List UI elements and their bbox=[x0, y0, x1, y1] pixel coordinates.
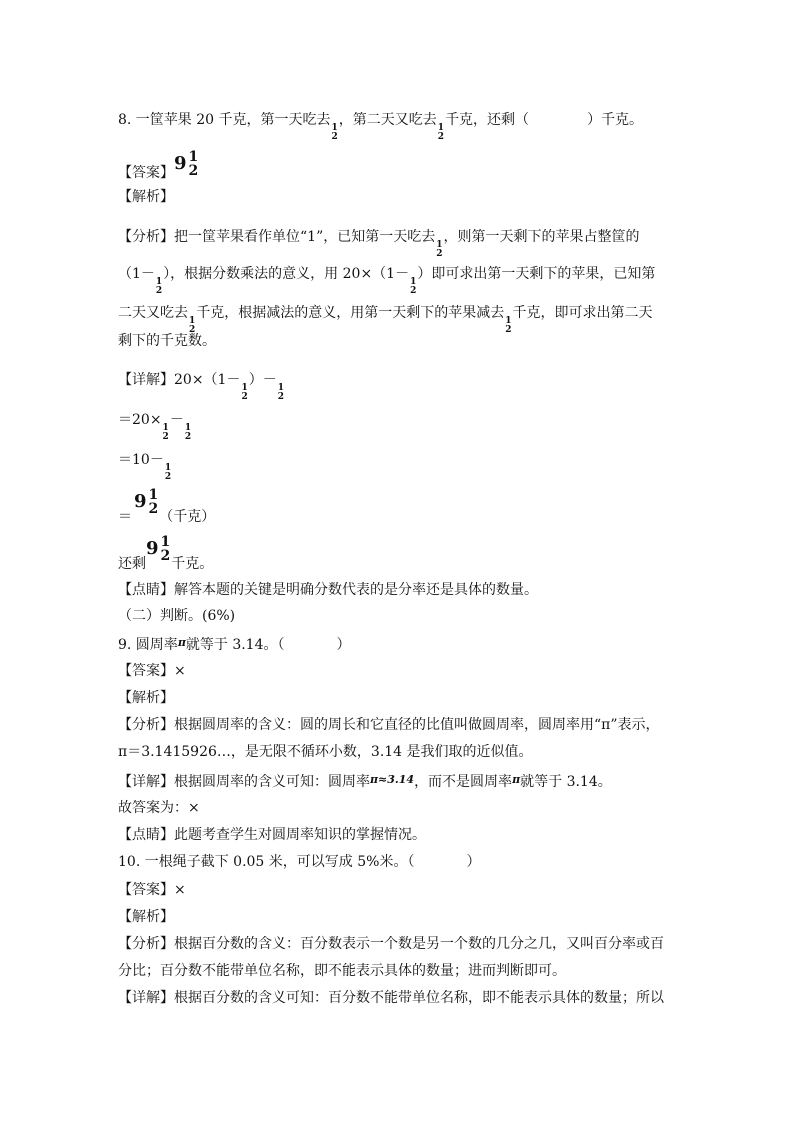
q10-answer: 【答案】× bbox=[118, 882, 186, 898]
fraction-one-half: 1 2 bbox=[505, 316, 512, 335]
pi-symbol: π bbox=[177, 636, 186, 649]
q8-stem: 8. 一筐苹果 20 千克，第一天吃去 1 2 ，第二天又吃去 1 2 千克，还剩（ ）千克。 bbox=[118, 112, 644, 142]
q9-xiangjie: 【详解】根据圆周率的含义可知：圆周率$^{\pi\approx 3.14}$，而不是圆周率$^\pi$就等于 3.14。 bbox=[118, 773, 612, 790]
mixed-number-remain: 9 1 2 bbox=[146, 534, 171, 564]
fraction-one-half: 1 2 bbox=[189, 316, 196, 335]
q9-stem: 9. 圆周率$^\pi$就等于 3.14。（ ） bbox=[118, 636, 351, 653]
fraction-one-half: 1 2 bbox=[184, 423, 192, 442]
q8-fenxi-line4: 剩下的千克数。 bbox=[118, 333, 216, 349]
q8-fenxi-line2: （1－ 1 2 ），根据分数乘法的意义，用 20×（1－ 1 2 ）即可求出第一天剩下的苹果，已知第 bbox=[118, 266, 656, 296]
q9-dianjing: 【点睛】此题考查学生对圆周率知识的掌握情况。 bbox=[118, 827, 426, 843]
q10-xiangjie: 【详解】根据百分数的含义可知：百分数不能带单位名称，即不能表示具体的数量；所以 bbox=[118, 990, 664, 1006]
mixed-number-answer: 9 1 2 bbox=[174, 149, 199, 179]
fraction-one-half: 1 2 bbox=[410, 277, 417, 296]
q8-step2: ＝20× 1 2 － 1 2 bbox=[118, 412, 192, 442]
fraction-one-half: 1 2 bbox=[241, 383, 248, 402]
q10-fenxi-line2: 分比；百分数不能带单位名称，即不能表示具体的数量；进而判断即可。 bbox=[118, 963, 566, 979]
q9-answer: 【答案】× bbox=[118, 663, 186, 679]
q8-fenxi-line1: 【分析】把一筐苹果看作单位“1”，已知第一天吃去 1 2 ，则第一天剩下的苹果占整筐的 bbox=[118, 229, 640, 259]
q9-fenxi-line2: π＝3.1415926…，是无限不循环小数，3.14 是我们取的近似值。 bbox=[118, 744, 533, 760]
fraction-one-half: 1 2 bbox=[436, 240, 443, 259]
q8-answer: 【答案】 9 1 2 bbox=[118, 149, 199, 181]
q8-dianjing: 【点睛】解答本题的关键是明确分数代表的是分率还是具体的数量。 bbox=[118, 582, 538, 598]
q8-remain: 还剩 9 1 2 千克。 bbox=[118, 534, 214, 572]
fraction-one-half: 1 2 bbox=[277, 383, 284, 402]
q9-conclusion: 故答案为：× bbox=[118, 800, 200, 816]
q8-xiangjie-line1: 【详解】20×（1－ 1 2 ）－ 1 2 bbox=[118, 372, 284, 402]
q8-step3: ＝10－ 1 2 bbox=[118, 452, 172, 482]
pi-symbol: π bbox=[512, 773, 521, 786]
q9-analysis-label: 【解析】 bbox=[118, 690, 174, 706]
q8-fenxi-line3: 二天又吃去 1 2 千克，根据减法的意义，用第一天剩下的苹果减去 1 2 千克，即可求出第二天 bbox=[118, 305, 653, 335]
q10-fenxi-line1: 【分析】根据百分数的含义：百分数表示一个数是另一个数的几分之几，又叫百分率或百 bbox=[118, 936, 664, 952]
q10-analysis-label: 【解析】 bbox=[118, 909, 174, 925]
q8-step4: ＝ 9 1 2 （千克） bbox=[118, 487, 216, 525]
fraction-one-half: 1 2 bbox=[331, 123, 338, 142]
mixed-number-result: 9 1 2 bbox=[134, 487, 159, 517]
q8-analysis-label: 【解析】 bbox=[118, 189, 174, 205]
fraction-one-half: 1 2 bbox=[162, 423, 169, 442]
pi-approx-formula: π≈3.14 bbox=[370, 773, 415, 786]
fraction-one-half: 1 2 bbox=[437, 123, 445, 142]
fraction-one-half: 1 2 bbox=[155, 277, 163, 296]
fraction-one-half: 1 2 bbox=[164, 463, 172, 482]
q9-fenxi-line1: 【分析】根据圆周率的含义：圆的周长和它直径的比值叫做圆周率，圆周率用“π”表示， bbox=[118, 717, 660, 733]
q10-stem: 10. 一根绳子截下 0.05 米，可以写成 5%米。（ ） bbox=[118, 854, 481, 870]
section-judgment: （二）判断。(6%) bbox=[118, 608, 236, 624]
